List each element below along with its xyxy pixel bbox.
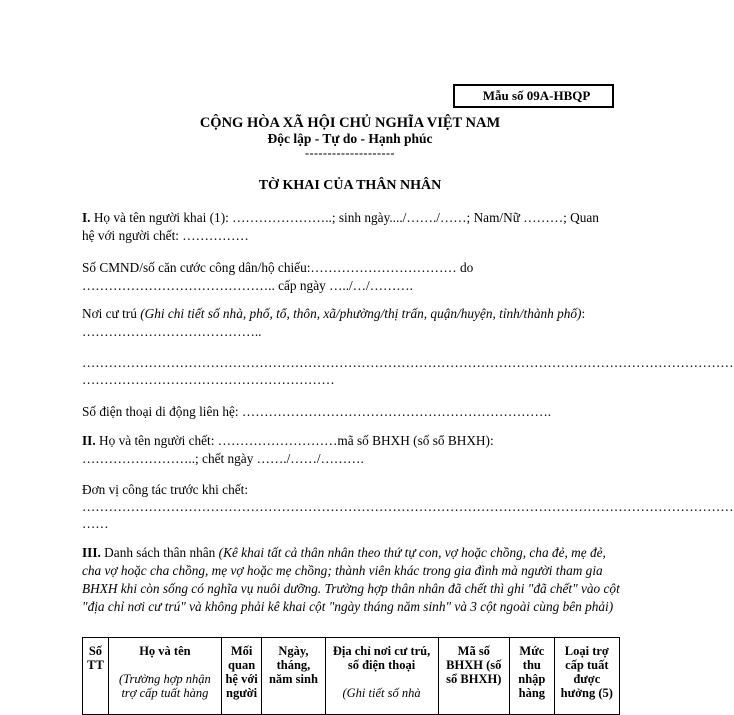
col-header-hint: (Trường hợp nhận trợ cấp tuất hàng: [119, 672, 211, 700]
workplace-label: Đơn vị công tác trước khi chết:: [82, 482, 249, 497]
col-header-bhxh: [438, 638, 510, 715]
relatives-instructions: [82, 544, 624, 616]
document-title: TỜ KHAI CỦA THÂN NHÂN: [258, 178, 442, 193]
section-3-number: III.: [82, 545, 101, 560]
relatives-table: [82, 637, 620, 715]
residence-dots-3: …………………………………………………: [82, 372, 335, 387]
deceased-line: [82, 432, 620, 450]
residence-dots-1: …………………………………..: [82, 324, 262, 339]
col-header-benefit: [554, 638, 619, 715]
declarant-info: Họ và tên người khai (1): …………………..; sinh ngày..../……./……; Nam/Nữ ………; Quan: [90, 210, 599, 225]
relatives-hint: (Kê khai tất cả thân nhân theo thứ tự con, vợ hoặc chồng, cha đẻ, mẹ đẻ, cha vợ hoặc cha chồng, mẹ vợ hoặc mẹ chồng; thành viên khác trong gia đình mà người tham gia BHXH khi còn sống có nghĩa vụ nuôi dưỡng. Trường hợp thân nhân đã chết thì ghi "đã chết" vào cột "địa chỉ nơi cư trú" và không phải kê khai cột "ngày tháng năm sinh" và 3 cột ngoài cùng bên phải): [82, 545, 624, 614]
workplace-dots-2: ……: [82, 516, 109, 531]
col-header-title: Loại trợ cấp tuất được hưởng (5): [560, 644, 613, 700]
relatives-label: Danh sách thân nhân: [100, 545, 219, 560]
residence-label: Nơi cư trú: [82, 306, 141, 321]
col-header-title: Địa chỉ nơi cư trú, số điện thoại: [332, 644, 431, 672]
national-motto: Độc lập - Tự do - Hạnh phúc: [267, 131, 433, 146]
col-header-address: [325, 638, 438, 715]
col-header-stt: [83, 638, 109, 715]
col-header-name: [108, 638, 221, 715]
phone-line: Số điện thoại di động liên hệ: …………………………………………………………….: [82, 404, 552, 419]
id-line-2: …………………………………….. cấp ngày …../…/……….: [82, 278, 413, 293]
form-code: Mẫu số 09A-HBQP: [482, 88, 591, 103]
col-header-relationship: [221, 638, 261, 715]
workplace-dots-1: …………………………………………………………………………………………………………………………………: [82, 499, 734, 514]
death-date-line: ……………………..; chết ngày ……./……/……….: [82, 451, 364, 466]
col-header-birthdate: [262, 638, 325, 715]
col-header-hint: (Ghi tiết số nhà: [342, 686, 421, 700]
col-header-title: Mối quan hệ với người: [225, 644, 258, 700]
national-title: CỘNG HÒA XÃ HỘI CHỦ NGHĨA VIỆT NAM: [199, 115, 501, 131]
id-line-1: Số CMND/số căn cước công dân/hộ chiếu:…………………………… do: [82, 260, 474, 275]
section-1-number: I.: [82, 210, 91, 225]
residence-dots-2: …………………………………………………………………………………………………………………………………: [82, 355, 734, 370]
table-header-row: [83, 638, 620, 715]
col-header-title: Ngày, tháng, năm sinh: [268, 644, 318, 686]
header-divider: --------------------: [305, 146, 395, 160]
form-code-box: [453, 84, 614, 108]
relationship-line: hệ với người chết: ……………: [82, 228, 249, 243]
col-header-title: Mức thu nhập hàng: [518, 644, 546, 700]
declarant-line: [82, 209, 620, 227]
residence-line: [82, 305, 620, 323]
col-header-title: Họ và tên: [139, 644, 191, 658]
col-header-income: [510, 638, 555, 715]
section-2-number: II.: [82, 433, 96, 448]
col-header-title: Mã số BHXH (số sổ BHXH): [446, 644, 502, 686]
residence-colon: :: [581, 306, 586, 321]
col-header-title: Số TT: [87, 644, 104, 672]
deceased-info: Họ và tên người chết: ………………………mã số BHXH (số sổ BHXH):: [95, 433, 494, 448]
residence-hint: (Ghi chi tiết số nhà, phố, tổ, thôn, xã/phường/thị trấn, quận/huyện, tỉnh/thành phố): [140, 306, 582, 321]
